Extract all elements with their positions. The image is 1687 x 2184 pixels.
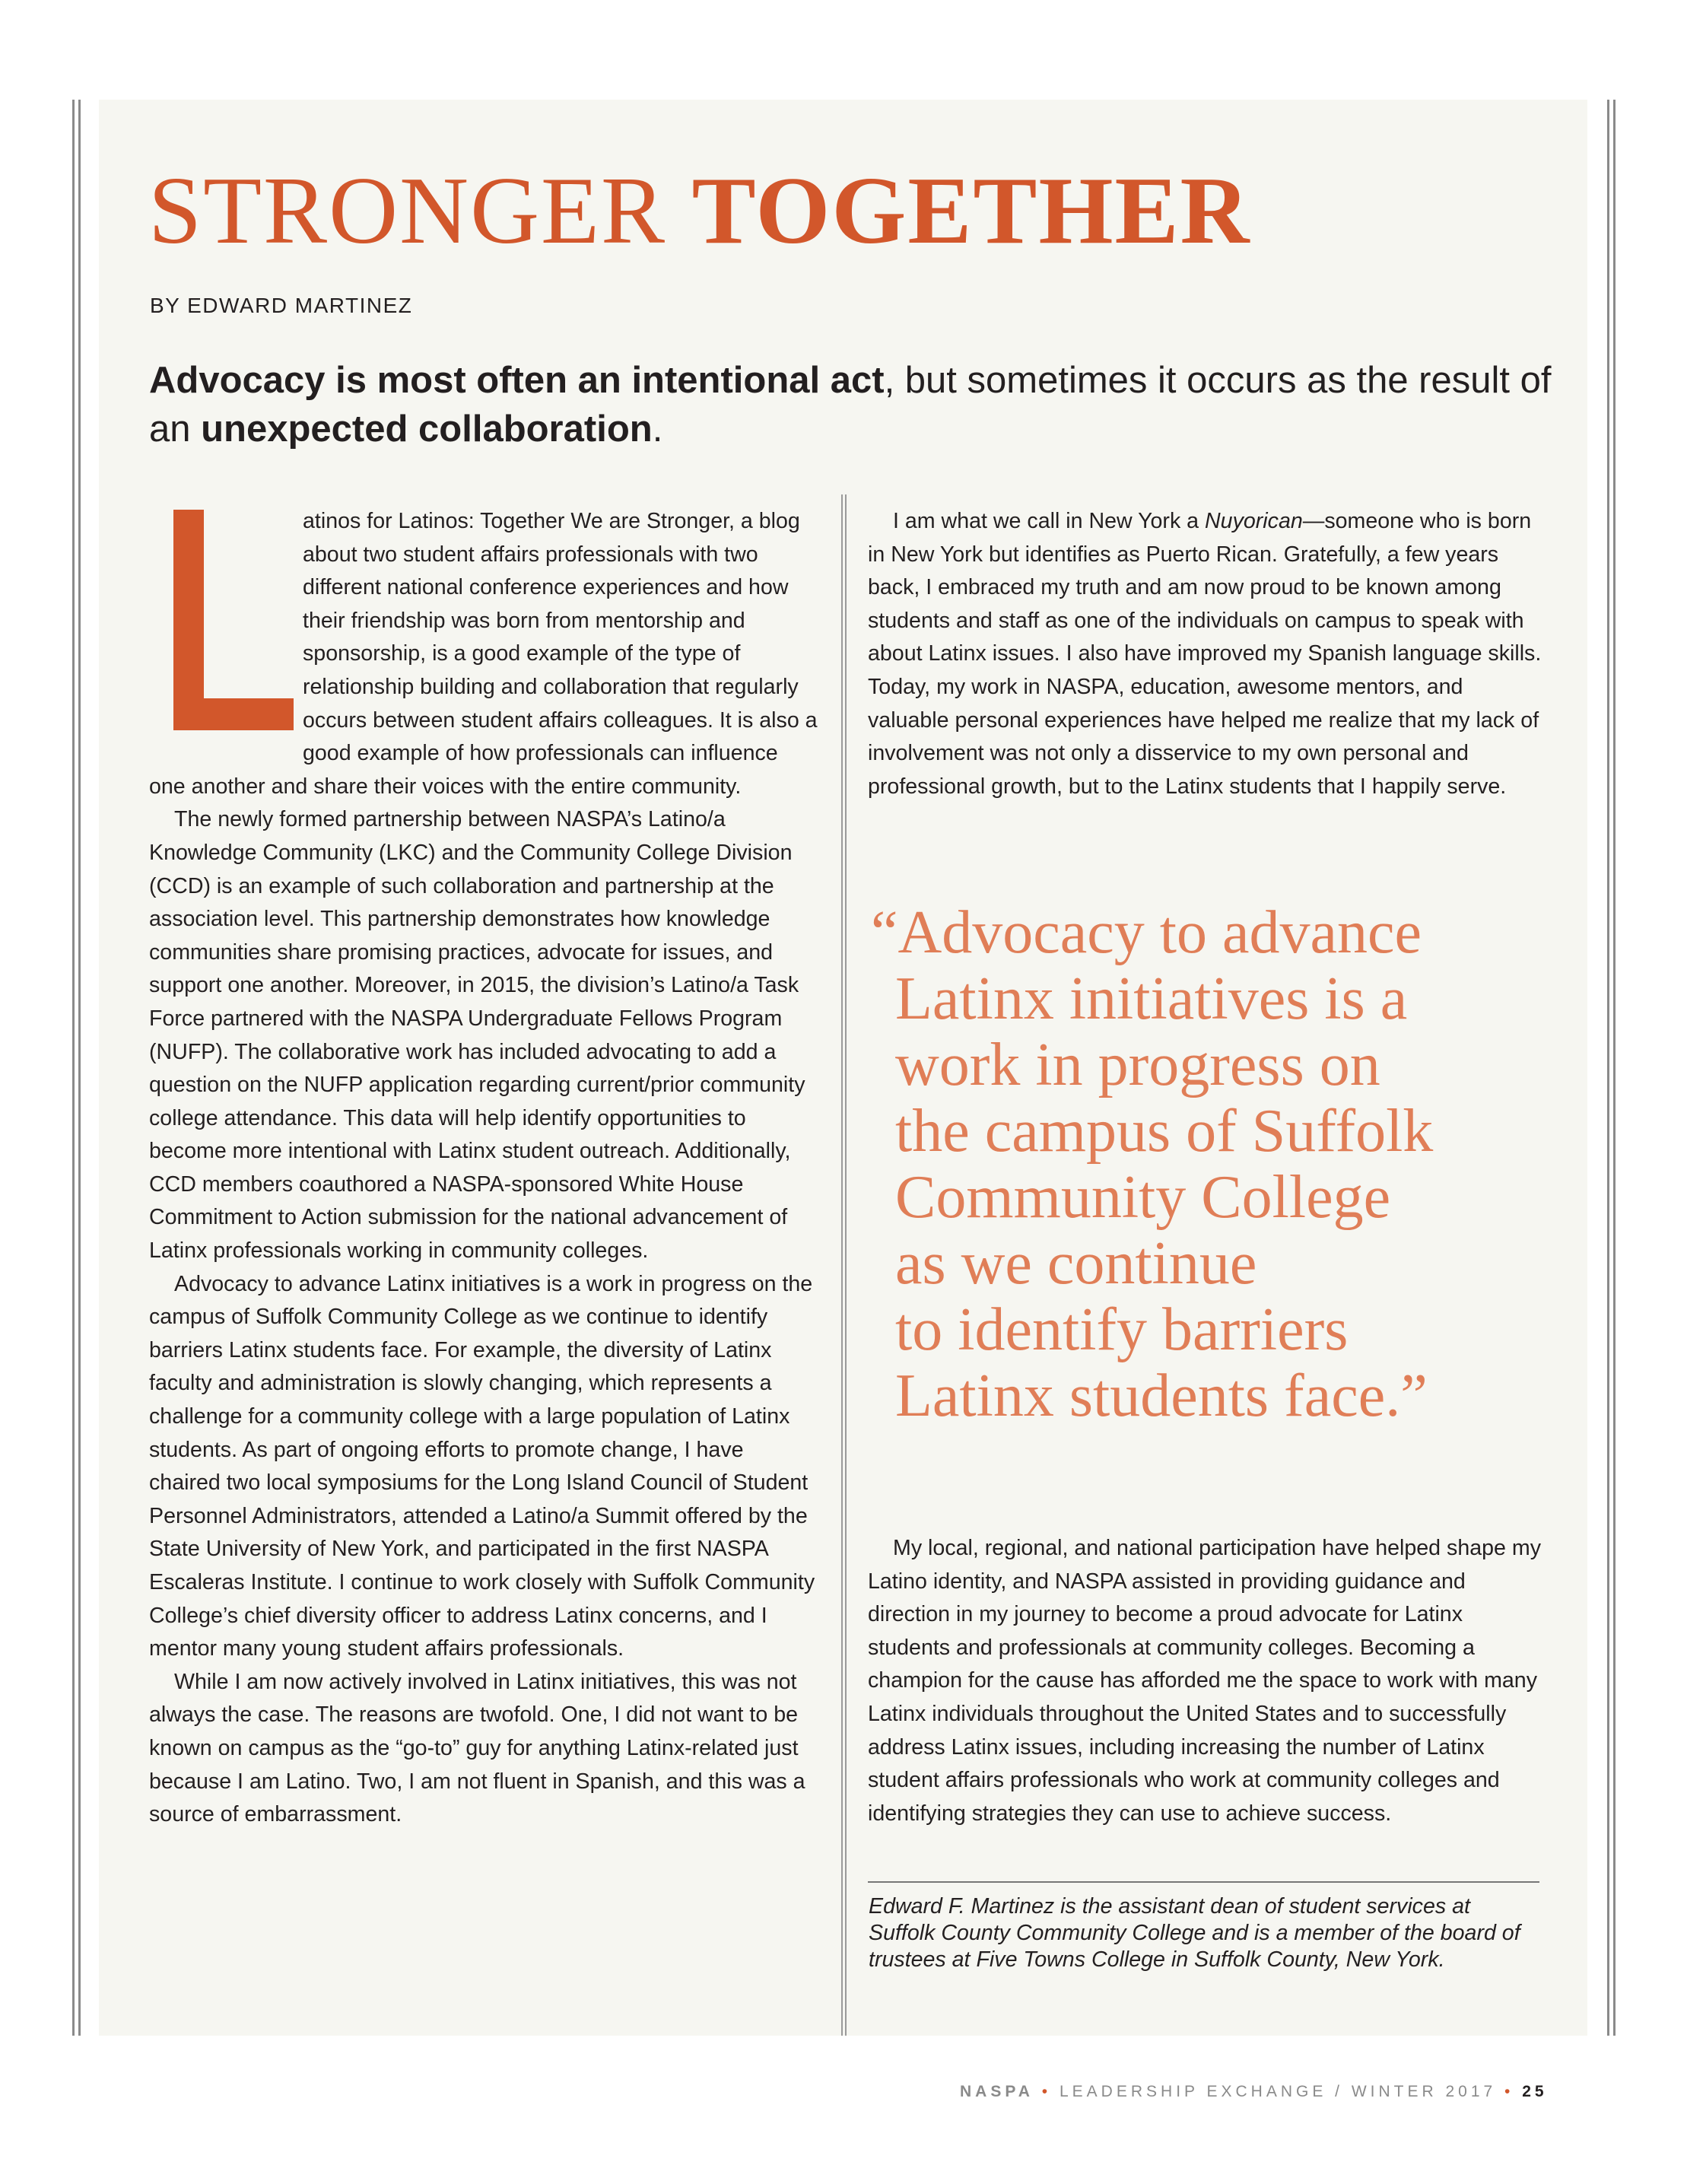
right-p1-italic: Nuyorican — [1205, 509, 1303, 533]
deck-text-1: , but sometimes it occurs as the result of an — [149, 360, 1552, 450]
column-divider — [841, 494, 847, 2036]
right-paragraph-1 — [868, 505, 1549, 803]
footer-separator: • — [1033, 2083, 1060, 2100]
pull-quote-line: Latinx students face.” — [895, 1362, 1428, 1429]
deck-bold-2: unexpected collaboration — [201, 409, 653, 450]
bio-divider — [868, 1881, 1539, 1883]
pull-quote-line: work in progress on — [895, 1032, 1380, 1098]
left-paragraph-4: While I am now actively involved in Latinx initiatives, this was not always the case. The reasons are twofold. One, I did not want to be known on campus as the “go-to” guy for anything Latinx-related just because I am Latino. Two, I am not fluent in Spanish, and this was a source of embarrassment. — [149, 1669, 805, 1827]
left-outer-rule — [72, 100, 75, 2036]
right-paragraph-2: My local, regional, and national participation have helped shape my Latino identity, and NASPA assisted in providing guidance and direction in my journey to become a proud advocate for Latinx students and professionals at community colleges. Becoming a champion for the cause has afforded me the space to work with many Latinx individuals throughout the United States and to successfully address Latinx issues, including increasing the number of Latinx student affairs professionals who work at community colleges and identifying strategies they can use to achieve success. — [868, 1536, 1541, 1826]
footer-publication: LEADERSHIP EXCHANGE / WINTER 2017 — [1059, 2083, 1497, 2100]
article-title — [148, 158, 1251, 264]
right-p1-before: I am what we call in New York a — [893, 509, 1206, 533]
page-footer — [960, 2083, 1548, 2101]
footer-separator: • — [1496, 2083, 1523, 2100]
pull-quote-line: “Advocacy to advance — [871, 899, 1422, 966]
byline: BY EDWARD MARTINEZ — [150, 294, 413, 317]
left-paragraph-3: Advocacy to advance Latinx initiatives is a work in progress on the campus of Suffolk Community College as we continue to identify barriers Latinx students face. For example, the diversity of Latinx faculty and administration is slowly changing, which represents a challenge for a community college with a large population of Latinx students. As part of ongoing efforts to promote change, I have chaired two local symposiums for the Long Island Council of Student Personnel Administrators, attended a Latino/a Summit offered by the State University of New York, and participated in the first NASPA Escaleras Institute. I continue to work closely with Suffolk Community College’s chief diversity officer to address Latinx concerns, and I mentor many young student affairs professionals. — [149, 1271, 815, 1661]
article-deck — [149, 356, 1564, 453]
right-inner-rule — [1607, 100, 1609, 2036]
page-number: 25 — [1522, 2083, 1548, 2100]
pull-quote-line: the campus of Suffolk — [895, 1098, 1434, 1165]
footer-brand: NASPA — [960, 2083, 1034, 2100]
title-bold: TOGETHER — [691, 158, 1251, 264]
author-bio: Edward F. Martinez is the assistant dean of student services at Suffolk County Community College and is a member of the board of trustees at Five Towns College in Suffolk County, New York. — [869, 1894, 1520, 1972]
left-paragraph-1: atinos for Latinos: Together We are Stronger, a blog about two student affairs professionals with two different national conference experiences and how their friendship was born from mentorship and sponsorship, is a good example of the type of relationship building and collaboration that regularly occurs between student affairs colleagues. It is also a good example of how professionals can influence one another and share their voices with the entire community. — [149, 509, 818, 799]
title-light: STRONGER — [148, 158, 692, 264]
right-column-top — [868, 505, 1549, 803]
right-outer-rule — [1613, 100, 1616, 2036]
pull-quote-line: Latinx initiatives is a — [895, 965, 1408, 1032]
left-inner-rule — [78, 100, 81, 2036]
pull-quote-line: Community College — [895, 1164, 1391, 1231]
right-column-bottom — [868, 1532, 1549, 1830]
deck-bold-1: Advocacy is most often an intentional act — [149, 360, 885, 401]
pull-quote — [871, 900, 1555, 1429]
left-column — [149, 505, 818, 1832]
pull-quote-line: to identify barriers — [895, 1296, 1349, 1363]
right-p1-after: —someone who is born in New York but identifies as Puerto Rican. Gratefully, a few years back, I embraced my truth and am now proud to be known among students and staff as one of the individuals on campus to speak with about Latinx issues. I also have improved my Spanish language skills. Today, my work in NASPA, education, awesome mentors, and valuable personal experiences have helped me realize that my lack of involvement was not only a disservice to my own personal and professional growth, but to the Latinx students that I happily serve. — [868, 509, 1542, 799]
drop-cap-letter — [149, 510, 303, 738]
pull-quote-line: as we continue — [895, 1230, 1257, 1297]
deck-text-2: . — [652, 409, 663, 450]
left-paragraph-2: The newly formed partnership between NASPA’s Latino/a Knowledge Community (LKC) and the Community College Division (CCD) is an example of such collaboration and partnership at the association level. This partnership demonstrates how knowledge communities share promising practices, advocate for issues, and support one another. Moreover, in 2015, the division’s Latino/a Task Force partnered with the NASPA Undergraduate Fellows Program (NUFP). The collaborative work has included advocating to add a question on the NUFP application regarding current/prior community college attendance. This data will help identify opportunities to become more intentional with Latinx student outreach. Additionally, CCD members coauthored a NASPA-sponsored White House Commitment to Action submission for the national advancement of Latinx professionals working in community colleges. — [149, 807, 805, 1264]
